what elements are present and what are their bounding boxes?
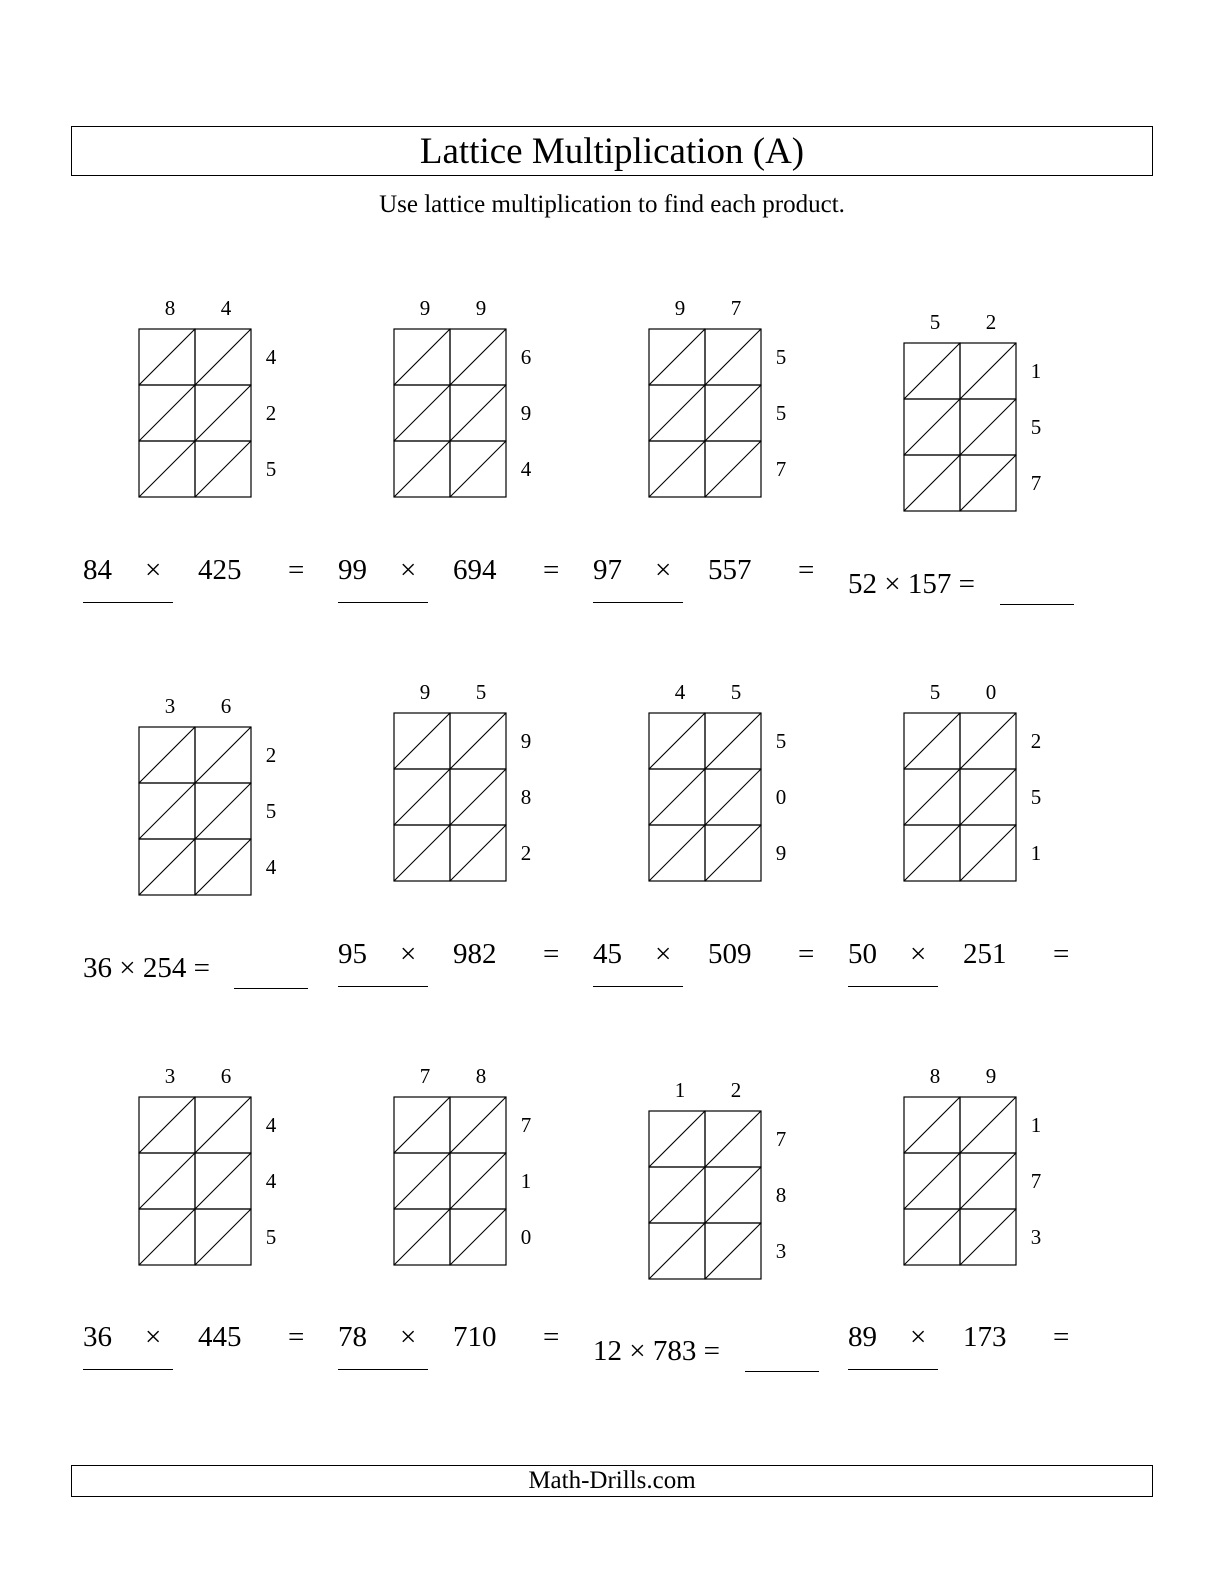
cell-diagonal	[904, 1209, 960, 1265]
cell-diagonal	[139, 385, 195, 441]
cell-diagonal	[904, 343, 960, 399]
lattice-grid	[639, 289, 809, 519]
side-digit: 3	[775, 1239, 787, 1263]
answer-blank[interactable]	[593, 602, 683, 603]
side-digit: 4	[520, 457, 532, 481]
side-digit: 2	[265, 401, 277, 425]
cell-diagonal	[450, 713, 506, 769]
side-digit: 4	[265, 855, 277, 879]
equation-text: 12 × 783 =	[593, 1335, 720, 1367]
side-digit: 7	[1030, 1169, 1042, 1193]
side-digit: 5	[775, 729, 787, 753]
cell-diagonal	[450, 1209, 506, 1265]
side-digit: 9	[520, 729, 532, 753]
side-digit: 7	[775, 1127, 787, 1151]
answer-blank[interactable]	[338, 602, 428, 603]
cell-diagonal	[450, 385, 506, 441]
cell-diagonal	[649, 385, 705, 441]
cell-diagonal	[705, 825, 761, 881]
factor-b: 557	[708, 554, 752, 586]
factor-a: 89	[848, 1321, 877, 1353]
answer-blank[interactable]	[1000, 604, 1074, 605]
top-digit: 4	[220, 296, 232, 320]
lattice-grid	[894, 303, 1064, 533]
cell-diagonal	[960, 1209, 1016, 1265]
top-digit: 7	[419, 1064, 431, 1088]
factor-a: 99	[338, 554, 367, 586]
equals-sign: =	[1053, 1321, 1070, 1353]
cell-diagonal	[195, 385, 251, 441]
top-digit: 0	[985, 680, 997, 704]
top-digit: 2	[985, 310, 997, 334]
cell-diagonal	[960, 825, 1016, 881]
cell-diagonal	[139, 441, 195, 497]
side-digit: 9	[775, 841, 787, 865]
top-digit: 7	[730, 296, 742, 320]
side-digit: 2	[1030, 729, 1042, 753]
equals-sign: =	[798, 938, 815, 970]
answer-blank[interactable]	[234, 988, 308, 989]
factor-a: 50	[848, 938, 877, 970]
cell-diagonal	[649, 769, 705, 825]
cell-diagonal	[904, 825, 960, 881]
answer-blank[interactable]	[338, 986, 428, 987]
top-digit: 5	[929, 680, 941, 704]
cell-diagonal	[960, 455, 1016, 511]
factor-a: 95	[338, 938, 367, 970]
cell-diagonal	[394, 713, 450, 769]
worksheet-title: Lattice Multiplication (A)	[71, 126, 1153, 176]
side-digit: 7	[520, 1113, 532, 1137]
lattice-grid	[639, 1071, 809, 1301]
side-digit: 1	[1030, 1113, 1042, 1137]
cell-diagonal	[139, 329, 195, 385]
side-digit: 1	[1030, 359, 1042, 383]
cell-diagonal	[195, 1209, 251, 1265]
top-digit: 5	[929, 310, 941, 334]
answer-blank[interactable]	[83, 602, 173, 603]
cell-diagonal	[705, 441, 761, 497]
top-digit: 6	[220, 1064, 232, 1088]
cell-diagonal	[904, 1153, 960, 1209]
side-digit: 7	[1030, 471, 1042, 495]
answer-blank[interactable]	[848, 1369, 938, 1370]
factor-b: 425	[198, 554, 242, 586]
cell-diagonal	[705, 1223, 761, 1279]
factor-b: 694	[453, 554, 497, 586]
times-sign: ×	[400, 1321, 417, 1353]
cell-diagonal	[904, 455, 960, 511]
top-digit: 9	[985, 1064, 997, 1088]
lattice-grid	[894, 673, 1064, 903]
side-digit: 8	[520, 785, 532, 809]
cell-diagonal	[705, 1167, 761, 1223]
times-sign: ×	[400, 938, 417, 970]
cell-diagonal	[705, 385, 761, 441]
cell-diagonal	[195, 783, 251, 839]
cell-diagonal	[195, 1097, 251, 1153]
top-digit: 9	[674, 296, 686, 320]
instructions: Use lattice multiplication to find each product.	[379, 191, 845, 218]
times-sign: ×	[910, 938, 927, 970]
side-digit: 5	[265, 799, 277, 823]
top-digit: 9	[419, 296, 431, 320]
lattice-grid	[129, 687, 299, 917]
lattice-grid	[129, 289, 299, 519]
cell-diagonal	[705, 769, 761, 825]
answer-blank[interactable]	[745, 1371, 819, 1372]
side-digit: 3	[1030, 1225, 1042, 1249]
cell-diagonal	[450, 1097, 506, 1153]
times-sign: ×	[145, 1321, 162, 1353]
cell-diagonal	[705, 329, 761, 385]
lattice-grid	[894, 1057, 1064, 1287]
side-digit: 6	[520, 345, 532, 369]
top-digit: 9	[419, 680, 431, 704]
factor-b: 251	[963, 938, 1007, 970]
cell-diagonal	[394, 1153, 450, 1209]
top-digit: 8	[164, 296, 176, 320]
top-digit: 2	[730, 1078, 742, 1102]
cell-diagonal	[139, 727, 195, 783]
times-sign: ×	[910, 1321, 927, 1353]
equals-sign: =	[1053, 938, 1070, 970]
cell-diagonal	[450, 329, 506, 385]
equals-sign: =	[798, 554, 815, 586]
side-digit: 9	[520, 401, 532, 425]
cell-diagonal	[649, 329, 705, 385]
cell-diagonal	[195, 839, 251, 895]
side-digit: 5	[775, 401, 787, 425]
cell-diagonal	[195, 727, 251, 783]
cell-diagonal	[960, 769, 1016, 825]
cell-diagonal	[450, 441, 506, 497]
factor-a: 45	[593, 938, 622, 970]
factor-b: 509	[708, 938, 752, 970]
times-sign: ×	[400, 554, 417, 586]
cell-diagonal	[904, 1097, 960, 1153]
answer-blank[interactable]	[83, 1369, 173, 1370]
top-digit: 8	[929, 1064, 941, 1088]
side-digit: 4	[265, 345, 277, 369]
cell-diagonal	[394, 825, 450, 881]
times-sign: ×	[145, 554, 162, 586]
side-digit: 0	[775, 785, 787, 809]
cell-diagonal	[195, 441, 251, 497]
top-digit: 9	[475, 296, 487, 320]
top-digit: 3	[164, 1064, 176, 1088]
cell-diagonal	[904, 399, 960, 455]
cell-diagonal	[195, 1153, 251, 1209]
top-digit: 1	[674, 1078, 686, 1102]
side-digit: 5	[1030, 785, 1042, 809]
side-digit: 0	[520, 1225, 532, 1249]
times-sign: ×	[655, 938, 672, 970]
lattice-grid	[384, 673, 554, 903]
cell-diagonal	[960, 1153, 1016, 1209]
cell-diagonal	[705, 713, 761, 769]
times-sign: ×	[655, 554, 672, 586]
equals-sign: =	[543, 554, 560, 586]
factor-a: 97	[593, 554, 622, 586]
side-digit: 8	[775, 1183, 787, 1207]
cell-diagonal	[649, 1167, 705, 1223]
lattice-grid	[384, 289, 554, 519]
top-digit: 5	[730, 680, 742, 704]
factor-a: 36	[83, 1321, 112, 1353]
cell-diagonal	[139, 1097, 195, 1153]
top-digit: 4	[674, 680, 686, 704]
cell-diagonal	[649, 1223, 705, 1279]
cell-diagonal	[649, 713, 705, 769]
factor-b: 982	[453, 938, 497, 970]
equation-text: 36 × 254 =	[83, 952, 210, 984]
footer: Math-Drills.com	[71, 1465, 1153, 1497]
top-digit: 6	[220, 694, 232, 718]
side-digit: 1	[520, 1169, 532, 1193]
cell-diagonal	[394, 441, 450, 497]
top-digit: 3	[164, 694, 176, 718]
cell-diagonal	[394, 769, 450, 825]
side-digit: 4	[265, 1169, 277, 1193]
cell-diagonal	[195, 329, 251, 385]
cell-diagonal	[139, 839, 195, 895]
equation-text: 52 × 157 =	[848, 568, 975, 600]
side-digit: 5	[1030, 415, 1042, 439]
cell-diagonal	[394, 1097, 450, 1153]
factor-a: 84	[83, 554, 112, 586]
factor-b: 173	[963, 1321, 1007, 1353]
cell-diagonal	[904, 713, 960, 769]
side-digit: 5	[265, 457, 277, 481]
side-digit: 5	[265, 1225, 277, 1249]
cell-diagonal	[450, 825, 506, 881]
cell-diagonal	[394, 329, 450, 385]
cell-diagonal	[394, 1209, 450, 1265]
cell-diagonal	[960, 399, 1016, 455]
equals-sign: =	[543, 938, 560, 970]
side-digit: 1	[1030, 841, 1042, 865]
cell-diagonal	[649, 825, 705, 881]
factor-a: 78	[338, 1321, 367, 1353]
answer-blank[interactable]	[338, 1369, 428, 1370]
answer-blank[interactable]	[593, 986, 683, 987]
factor-b: 445	[198, 1321, 242, 1353]
cell-diagonal	[960, 1097, 1016, 1153]
cell-diagonal	[139, 1153, 195, 1209]
cell-diagonal	[904, 769, 960, 825]
cell-diagonal	[394, 385, 450, 441]
cell-diagonal	[139, 783, 195, 839]
side-digit: 2	[520, 841, 532, 865]
side-digit: 4	[265, 1113, 277, 1137]
cell-diagonal	[649, 441, 705, 497]
lattice-grid	[639, 673, 809, 903]
equals-sign: =	[543, 1321, 560, 1353]
equals-sign: =	[288, 1321, 305, 1353]
cell-diagonal	[450, 769, 506, 825]
side-digit: 5	[775, 345, 787, 369]
answer-blank[interactable]	[848, 986, 938, 987]
cell-diagonal	[705, 1111, 761, 1167]
cell-diagonal	[960, 343, 1016, 399]
side-digit: 2	[265, 743, 277, 767]
factor-b: 710	[453, 1321, 497, 1353]
top-digit: 5	[475, 680, 487, 704]
top-digit: 8	[475, 1064, 487, 1088]
cell-diagonal	[960, 713, 1016, 769]
cell-diagonal	[139, 1209, 195, 1265]
equals-sign: =	[288, 554, 305, 586]
cell-diagonal	[450, 1153, 506, 1209]
cell-diagonal	[649, 1111, 705, 1167]
side-digit: 7	[775, 457, 787, 481]
lattice-grid	[129, 1057, 299, 1287]
lattice-grid	[384, 1057, 554, 1287]
